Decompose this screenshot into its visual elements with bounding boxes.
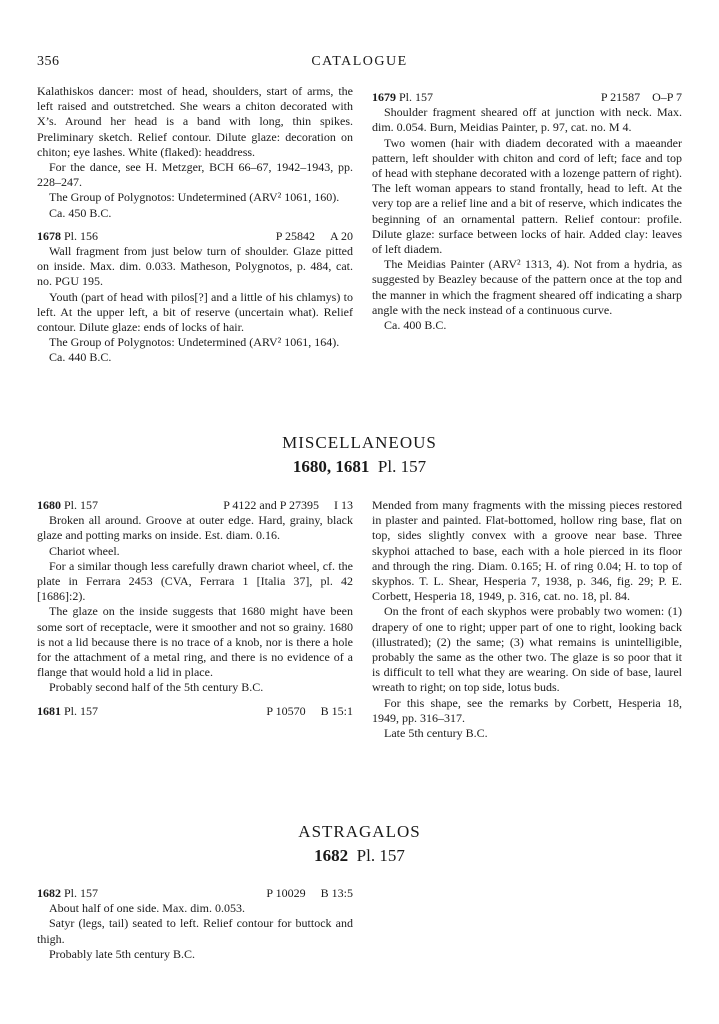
entry-1680-discussion: The glaze on the inside suggests that 1680 might have been some sort of receptacle, were it smoother and not so grainy. 1680 is not a lid because there is no trace of a knob, nor is there a hole for the attachment of a metal ring, and there is no evidence of a flange that would hold a lid in place. xyxy=(37,604,353,680)
entry-1677-date: Ca. 450 B.C. xyxy=(49,205,112,220)
entry-1682-inventory: P 10029 xyxy=(266,886,306,900)
entry-1677-reference: For the dance, see H. Metzger, BCH 66–67, 1942–1943, pp. 228–247. xyxy=(37,160,353,190)
entry-1678-plate: Pl. 156 xyxy=(64,228,99,243)
entry-1681-number: 1681 xyxy=(37,703,61,718)
entry-1678-description: Wall fragment from just below turn of shoulder. Glaze pitted on inside. Max. dim. 0.033. Matheson, Polygnotos, p. 484, cat. no. PGU 195. xyxy=(37,244,353,289)
right-column-upper xyxy=(372,90,682,333)
entry-1677-description: Kalathiskos dancer: most of head, shoulders, start of arms, the left raised and outstretched. She wears a chiton decorated with X’s. Around her head is a band with long, thin spikes. Preliminary sketch. Relief contour. Dilute glaze: decoration on chiton; eye lashes. White (flaked): headdress. xyxy=(37,84,353,159)
entry-1682-description: About half of one side. Max. dim. 0.053. xyxy=(49,901,245,916)
entry-1679-date: Ca. 400 B.C. xyxy=(384,318,447,333)
section-plate: Pl. 157 xyxy=(356,846,405,865)
entry-1678-attribution: The Group of Polygnotos: Undetermined (ARV² 1061, 164). xyxy=(49,335,340,350)
entry-1678-number: 1678 xyxy=(37,228,61,243)
left-column-upper xyxy=(37,84,353,366)
section-heading-miscellaneous xyxy=(0,433,719,477)
entry-1678-inventory: P 25842 xyxy=(275,228,315,243)
section-plate: Pl. 157 xyxy=(377,457,427,476)
entry-1678-date: Ca. 440 B.C. xyxy=(49,350,112,365)
entry-1677-attribution: The Group of Polygnotos: Undetermined (ARV² 1061, 160). xyxy=(49,190,340,205)
entry-1681-date: Late 5th century B.C. xyxy=(384,726,488,741)
entry-1681-shape-reference: For this shape, see the remarks by Corbett, Hesperia 18, 1949, pp. 316–317. xyxy=(372,695,682,725)
running-title: CATALOGUE xyxy=(311,54,408,69)
entry-1681-plate: Pl. 157 xyxy=(64,703,99,718)
section-heading-astragalos xyxy=(0,822,719,866)
entry-1679-subject: Two women (hair with diadem decorated with a maeander pattern, left shoulder with chiton and cord of left; face and top of head with stephane decorated with a lozenge pattern of right). The left woman appears to stand frontally, head to left. At the very top are a relief line and a bit of reserve, which indicates the beginning of an ornamental pattern. Relief contour: profile. Dilute glaze: surface between locks of hair. Added clay: leaves of left diadem. xyxy=(372,135,682,257)
entry-1681-header xyxy=(37,704,353,719)
entry-1680-subject: Chariot wheel. xyxy=(49,543,120,558)
section-title: ASTRAGALOS xyxy=(298,822,421,841)
entry-1679-attribution: The Meidias Painter (ARV² 1313, 4). Not from a hydria, as suggested by Beazley because of the pattern once at the top and the manner in which the fragment sheared off indicating a sharp angle with the neck instead of a continuous curve. xyxy=(372,257,682,317)
entry-1679-inventory: P 21587 xyxy=(600,90,641,104)
entry-1679-plate: Pl. 157 xyxy=(399,90,434,104)
entry-1680-number: 1680 xyxy=(37,498,61,512)
entry-1682-subject: Satyr (legs, tail) seated to left. Relief contour for buttock and thigh. xyxy=(37,916,353,946)
entry-1681-inventory: P 10570 xyxy=(266,703,306,718)
section-numbers: 1680, 1681 xyxy=(292,457,370,476)
entry-1678-header xyxy=(37,229,353,244)
entry-1678-location: A 20 xyxy=(329,228,353,243)
entry-1680-description: Broken all around. Groove at outer edge. Hard, grainy, black glaze and potting marks on inside. Est. diam. 0.16. xyxy=(37,513,353,543)
right-column-middle xyxy=(372,498,682,741)
entry-1682-number: 1682 xyxy=(37,886,61,900)
entry-1681-location: B 15:1 xyxy=(320,703,353,718)
entry-1681-subject: On the front of each skyphos were probably two women: (1) drapery of one to right; upper part of one to right, looking back (illustrated); (2) the same; (3) what remains is unintelligible, probably the same as the other two. The glaze is so poor that it is difficult to tell what they are wearing. On side of base, laurel wreath to right; on top side, lotus buds. xyxy=(372,604,682,695)
entry-1679-description: Shoulder fragment sheared off at junction with neck. Max. dim. 0.054. Burn, Meidias Painter, p. 97, cat. no. M 4. xyxy=(372,105,682,135)
entry-1678-subject: Youth (part of head with pilos[?] and a little of his chlamys) to left. At the upper left, a bit of reserve (uncertain what). Relief contour. Dilute glaze: ends of locks of hair. xyxy=(37,289,353,335)
entry-1679-header xyxy=(372,90,682,105)
entry-1679-location: O–P 7 xyxy=(652,90,682,104)
section-title: MISCELLANEOUS xyxy=(282,433,437,452)
entry-1682-header xyxy=(37,886,353,901)
section-numbers: 1682 xyxy=(314,846,349,865)
entry-1680-header xyxy=(37,498,353,513)
left-column-lower xyxy=(37,886,353,962)
entry-1682-plate: Pl. 157 xyxy=(64,886,99,900)
entry-1681-description: Mended from many fragments with the missing pieces restored in plaster and painted. Flat-bottomed, hollow ring base, flat on top, sides slightly convex with a groove near base. Three skyphoi attached to base, each with a hole pierced in its floor and through the ring. Diam. 0.165; H. of ring 0.04; H. to top of skyphos. T. L. Shear, Hesperia 7, 1938, p. 346, fig. 29; P. E. Corbett, Hesperia 18, 1949, p. 316, cat. no. 18, pl. 84. xyxy=(372,498,682,604)
entry-1679-number: 1679 xyxy=(372,90,396,104)
entry-1680-plate: Pl. 157 xyxy=(64,498,99,512)
entry-1682-date: Probably late 5th century B.C. xyxy=(49,946,195,961)
entry-1682-location: B 13:5 xyxy=(320,886,353,900)
entry-1680-date: Probably second half of the 5th century B.C. xyxy=(49,680,264,695)
page-number: 356 xyxy=(37,54,60,69)
left-column-middle xyxy=(37,498,353,719)
entry-1680-inventory: P 4122 and P 27395 xyxy=(223,498,319,512)
running-head xyxy=(0,54,719,74)
entry-1680-location: I 13 xyxy=(334,498,353,512)
entry-1680-comparison: For a similar though less carefully drawn chariot wheel, cf. the plate in Ferrara 2453 (CVA, Ferrara 1 [Italia 37], pl. 42 [1686]:2). xyxy=(37,558,353,604)
